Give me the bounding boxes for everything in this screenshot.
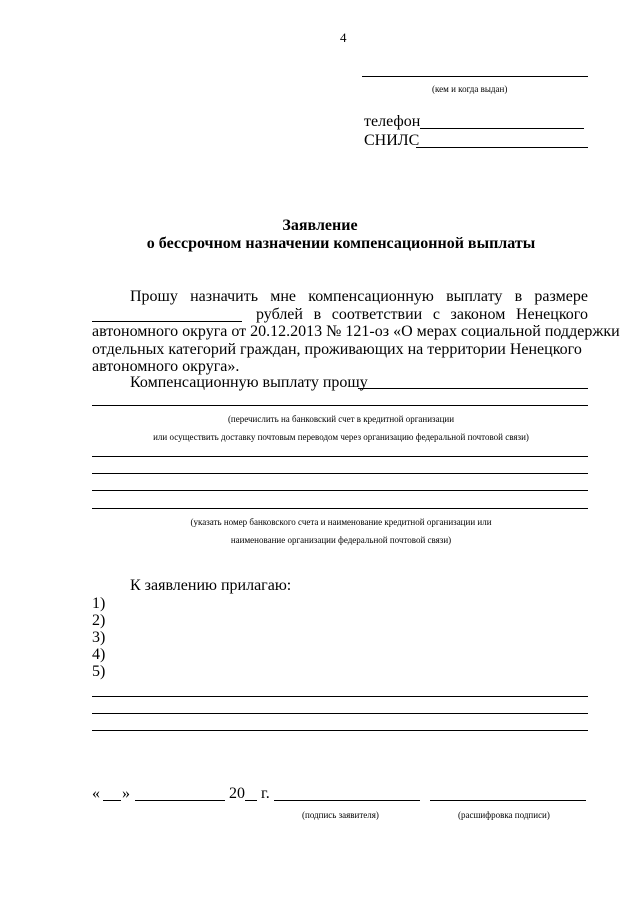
document-title: Заявление (282, 217, 358, 234)
attachment-item-4: 4) (92, 646, 106, 663)
attachments-label: К заявлению прилагаю: (130, 577, 292, 594)
request-word: в (313, 306, 322, 323)
attachment-item-5: 5) (92, 663, 106, 680)
date-year-prefix: 20 (229, 785, 245, 802)
issued-by-caption: (кем и когда выдан) (432, 84, 508, 94)
date-year-field[interactable] (245, 800, 257, 801)
signature-field[interactable] (274, 800, 420, 801)
request-word: рублей (256, 306, 303, 323)
payment-hint-2: или осуществить доставку почтовым переводом через организацию федеральной почтовой связи) (153, 432, 529, 442)
request-word: Ненецкого (515, 306, 588, 323)
request-line-3: автономного округа от 20.12.2013 № 121-оз «О мерах социальной поддержки (92, 323, 620, 340)
account-field-4[interactable] (92, 508, 588, 509)
request-line-5: автономного округа». (92, 358, 240, 375)
date-close-quote: » (122, 785, 130, 802)
request-word: компенсационную (308, 288, 434, 305)
payment-method-field-2[interactable] (92, 405, 588, 406)
request-word: законом (450, 306, 506, 323)
snils-label: СНИЛС (364, 132, 420, 149)
request-word: соответствии (331, 306, 423, 323)
payment-method-field[interactable] (358, 388, 588, 389)
request-line-2 (256, 306, 588, 324)
date-day-field[interactable] (103, 800, 121, 801)
payment-hint-1: (перечислить на банковский счет в кредитной организации (227, 414, 455, 424)
amount-field[interactable] (92, 321, 242, 322)
signature-caption: (подпись заявителя) (302, 810, 379, 820)
request-word: Прошу (130, 288, 178, 305)
snils-field[interactable] (416, 147, 588, 148)
account-hint-2: наименование организации федеральной почтовой связи) (230, 535, 452, 545)
decode-caption: (расшифровка подписи) (458, 810, 550, 820)
request-word: размере (534, 288, 588, 305)
account-hint-1: (указать номер банковского счета и наименование кредитной организации или (190, 517, 492, 527)
request-word: назначить (190, 288, 258, 305)
request-line-4: отдельных категорий граждан, проживающих на территории Ненецкого (92, 341, 582, 358)
request-word: выплату (446, 288, 503, 305)
date-year-suffix: г. (261, 785, 270, 802)
phone-field[interactable] (420, 128, 584, 129)
date-month-field[interactable] (135, 800, 225, 801)
attachment-field-3[interactable] (92, 730, 588, 731)
phone-label: телефон (364, 113, 421, 130)
attachment-field-2[interactable] (92, 713, 588, 714)
attachment-item-1: 1) (92, 595, 106, 612)
account-field-1[interactable] (92, 456, 588, 457)
page-number: 4 (340, 30, 347, 45)
signature-decode-field[interactable] (430, 800, 586, 801)
request-word: в (514, 288, 523, 305)
attachment-item-2: 2) (92, 612, 106, 629)
date-open-quote: « (92, 785, 100, 802)
account-field-2[interactable] (92, 473, 588, 474)
payment-label: Компенсационную выплату прошу (130, 374, 368, 391)
account-field-3[interactable] (92, 490, 588, 491)
request-word: мне (270, 288, 297, 305)
document-subtitle: о бессрочном назначении компенсационной выплаты (146, 235, 536, 252)
request-word: с (432, 306, 440, 323)
attachment-field-1[interactable] (92, 696, 588, 697)
issued-by-field[interactable] (362, 76, 588, 77)
request-line-1 (130, 288, 588, 306)
attachment-item-3: 3) (92, 629, 106, 646)
